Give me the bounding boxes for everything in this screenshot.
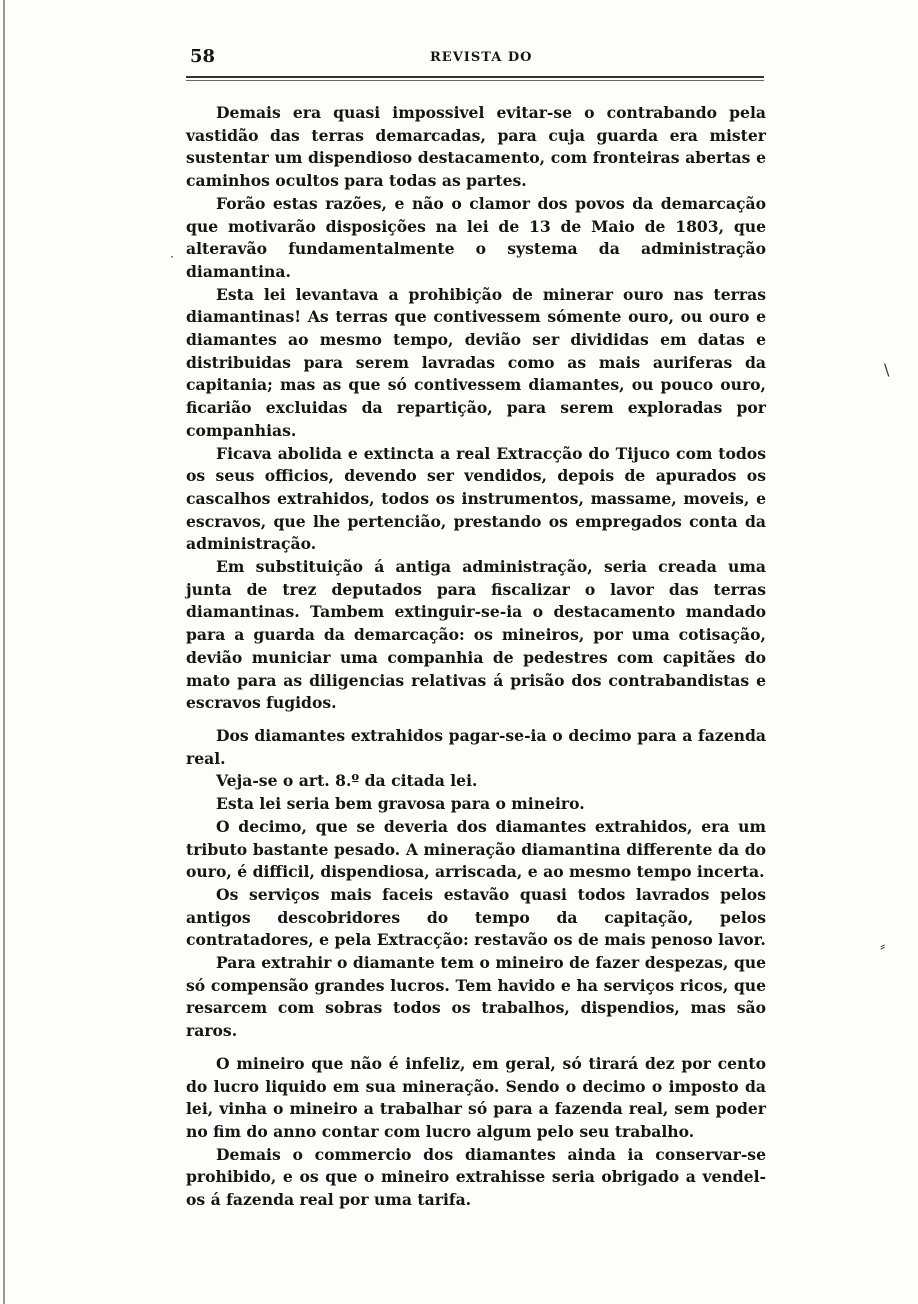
paragraph: Em substituição á antiga administração, seria creada uma junta de trez deputados para fiscalizar o lavor das terras diamantinas. Tambem extinguir-se-ia o destacamento mandado para a guarda da demarcação: os mineiros, por uma cotisação, devião municiar uma companhia de pedestres com capitães do mato para as diligencias relativas á prisão dos contrabandistas e escravos fugidos. bbox=[186, 557, 766, 713]
paragraph: Dos diamantes extrahidos pagar-se-ia o decimo para a fazenda real. bbox=[186, 725, 766, 768]
header-rule-thin bbox=[186, 80, 764, 81]
margin-mark: \ bbox=[884, 360, 890, 379]
body-text bbox=[186, 102, 766, 1212]
page-number: 58 bbox=[190, 46, 216, 67]
paragraph: O mineiro que não é infeliz, em geral, só tirará dez por cento do lucro liquido em sua mineração. Sendo o decimo o imposto da lei, vinha o mineiro a trabalhar só para a fazenda real, sem poder no fim do anno contar com lucro algum pelo seu trabalho. bbox=[186, 1053, 766, 1141]
header-rule bbox=[186, 76, 764, 78]
page-edge-shadow bbox=[3, 0, 5, 1304]
paragraph: Veja-se o art. 8.º da citada lei. bbox=[216, 771, 478, 791]
paragraph: Forão estas razões, e não o clamor dos povos da demarcação que motivarão disposições na lei de 13 de Maio de 1803, que alteravão fundamentalmente o systema da administração diamantina. bbox=[186, 193, 766, 281]
paragraph: Demais o commercio dos diamantes ainda ia conservar-se prohibido, e os que o mineiro extrahisse seria obrigado a vendel-os á fazenda real por uma tarifa. bbox=[186, 1144, 766, 1210]
paragraph-gap bbox=[186, 1043, 766, 1053]
margin-mark: ⸗ bbox=[880, 936, 886, 955]
paragraph: Os serviços mais faceis estavão quasi todos lavrados pelos antigos descobridores do tempo da capitação, pelos contratadores, e pela Extracção: restavão os de mais penoso lavor. bbox=[186, 884, 766, 950]
margin-mark: · bbox=[170, 250, 174, 264]
paragraph: Demais era quasi impossivel evitar-se o contrabando pela vastidão das terras demarcadas, para cuja guarda era mister sustentar um dispendioso destacamento, com fronteiras abertas e caminhos ocultos para todas as partes. bbox=[186, 103, 766, 191]
paragraph: Ficava abolida e extincta a real Extracção do Tijuco com todos os seus officios, devendo ser vendidos, depois de apurados os cascalhos extrahidos, todos os instrumentos, massame, moveis, e escravos, que lhe pertencião, prestando os empregados conta da administração. bbox=[186, 443, 766, 554]
paragraph: O decimo, que se deveria dos diamantes extrahidos, era um tributo bastante pesado. A mineração diamantina differente da do ouro, é difficil, dispendiosa, arriscada, e ao mesmo tempo incerta. bbox=[186, 816, 766, 882]
paragraph: Para extrahir o diamante tem o mineiro de fazer despezas, que só compensão grandes lucros. Tem havido e ha serviços ricos, que resarcem com sobras todos os trabalhos, dispendios, mas são raros. bbox=[186, 953, 766, 1041]
page-header bbox=[186, 44, 766, 74]
paragraph-gap bbox=[186, 715, 766, 725]
running-head: REVISTA DO bbox=[430, 50, 533, 65]
paragraph: Esta lei levantava a prohibição de minerar ouro nas terras diamantinas! As terras que contivessem sómente ouro, ou ouro e diamantes ao mesmo tempo, devião ser divididas em datas e distribuidas para serem lavradas como as mais auriferas da capitania; mas as que só contivessem diamantes, ou pouco ouro, ficarião excluidas da repartição, para serem exploradas por companhias. bbox=[186, 284, 766, 440]
paragraph: Esta lei seria bem gravosa para o mineiro. bbox=[216, 794, 585, 814]
